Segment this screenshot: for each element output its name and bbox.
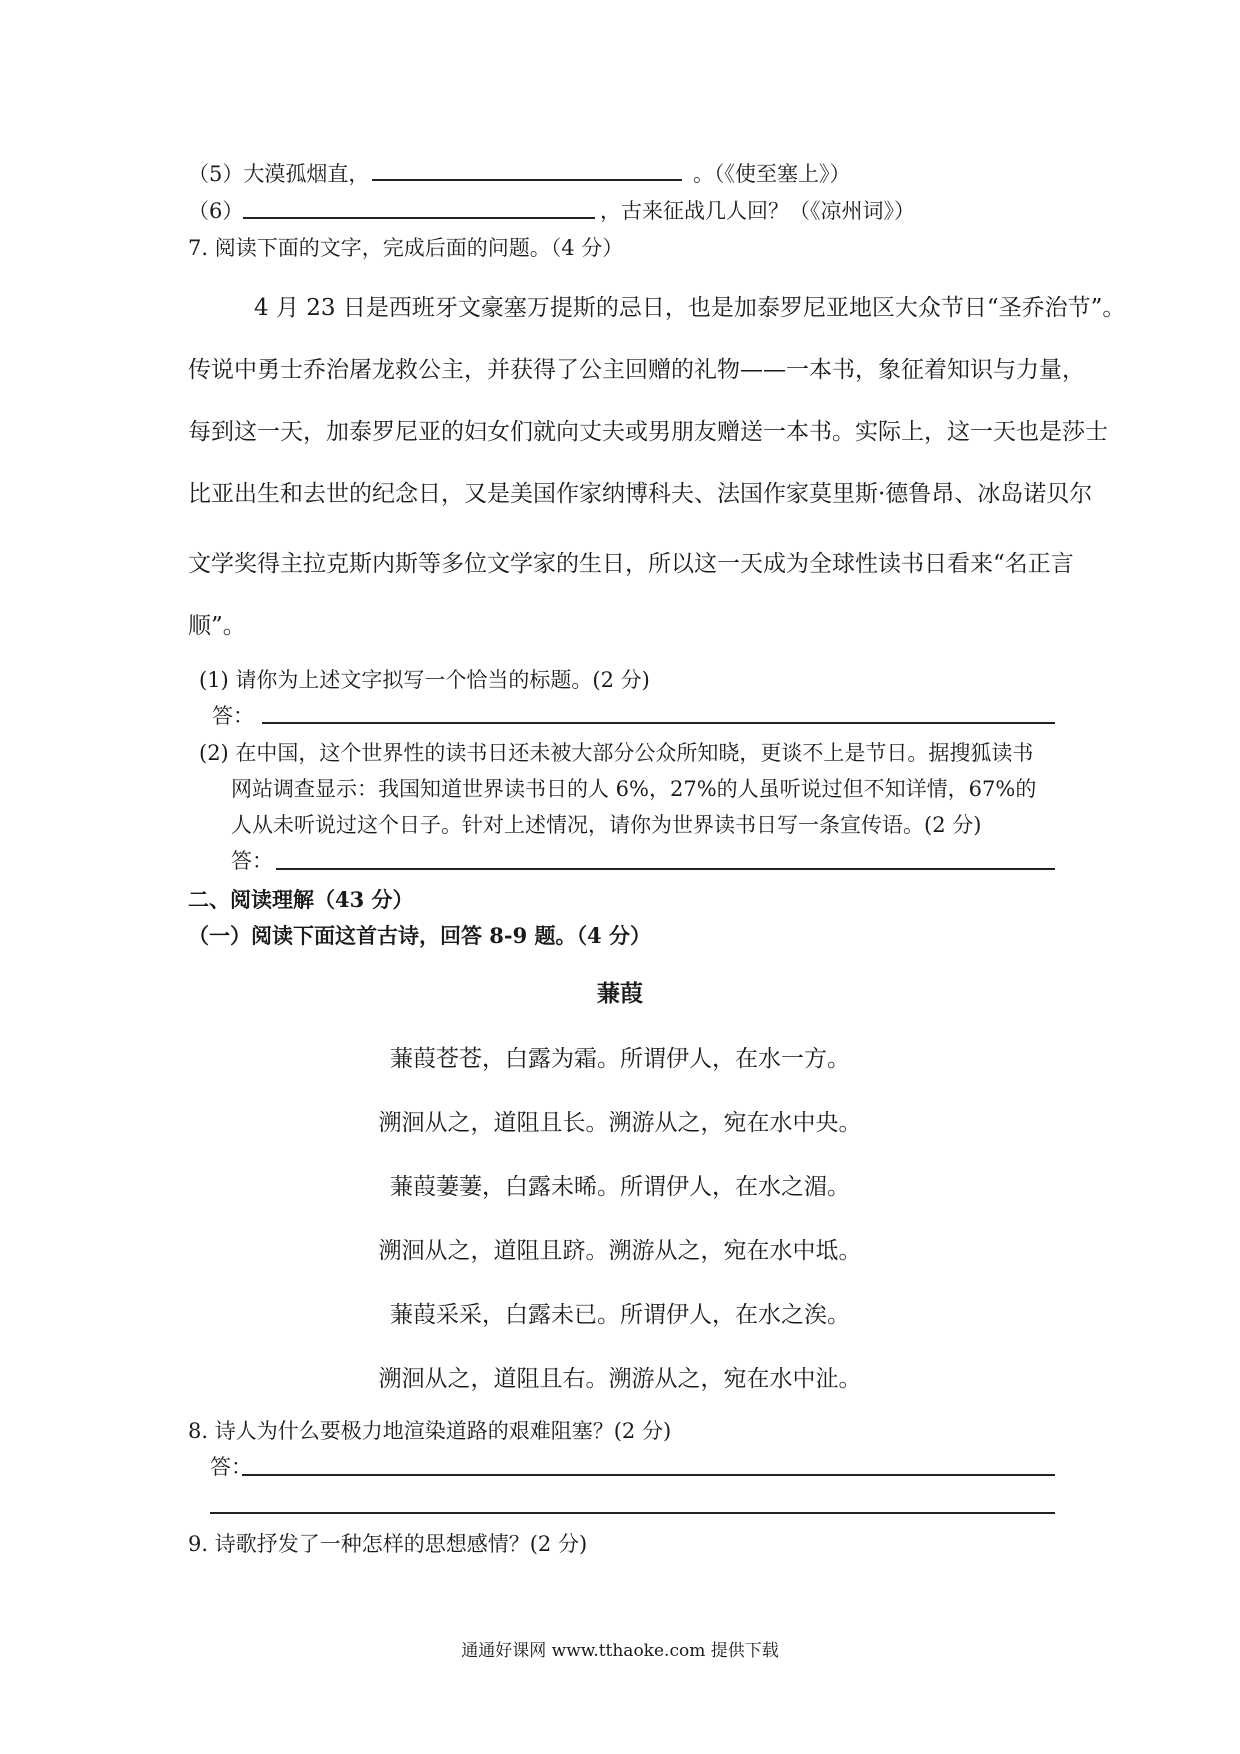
q7-title: 7. 阅读下面的文字，完成后面的问题。（4 分） [188,236,624,260]
q7-passage-line: 每到这一天，加泰罗尼亚的妇女们就向丈夫或男朋友赠送一本书。实际上，这一天也是莎士 [188,419,1108,445]
poem-line: 溯洄从之，道阻且长。溯游从之，宛在水中央。 [378,1110,862,1136]
poem-line: 溯洄从之，道阻且跻。溯游从之，宛在水中坻。 [378,1238,862,1264]
q8-answer-label: 答： [210,1455,252,1479]
page-footer: 通通好课网 www.tthaoke.com 提供下载 [461,1641,779,1661]
q5-prefix: （5）大漠孤烟直， [188,162,370,186]
q8-answer-line-2[interactable] [210,1512,1055,1514]
q7-sub1: (1) 请你为上述文字拟写一个恰当的标题。(2 分) [199,668,650,692]
q7-sub2-answer-label: 答： [231,849,273,873]
q7-sub1-answer-line[interactable] [262,722,1055,724]
q7-passage-line: 传说中勇士乔治屠龙救公主，并获得了公主回赠的礼物——一本书，象征着知识与力量， [188,357,1085,383]
q7-passage-line: 顺”。 [188,613,246,639]
q7-sub2-line: 人从未听说过这个日子。针对上述情况，请你为世界读书日写一条宣传语。(2 分) [231,813,982,837]
poem-line: 蒹葭萋萋，白露未晞。所谓伊人，在水之湄。 [390,1174,850,1200]
poem-line: 溯洄从之，道阻且右。溯游从之，宛在水中沚。 [378,1366,862,1392]
q8-answer-line[interactable] [242,1474,1055,1476]
q7-passage-line: 比亚出生和去世的纪念日，又是美国作家纳博科夫、法国作家莫里斯·德鲁昂、冰岛诺贝尔 [188,481,1093,507]
poem-line: 蒹葭采采，白露未已。所谓伊人，在水之涘。 [390,1302,850,1328]
q8-text: 8. 诗人为什么要极力地渲染道路的艰难阻塞？(2 分) [188,1419,672,1443]
q7-passage-line: 文学奖得主拉克斯内斯等多位文学家的生日，所以这一天成为全球性读书日看来“名正言 [188,551,1074,577]
q6-suffix: ，古来征战几人回？（《凉州词》） [600,199,915,223]
q5-suffix: 。（《使至塞上》） [693,162,851,186]
section2-heading: 二、阅读理解（43 分） [188,887,414,912]
section2-part1-heading: （一）阅读下面这首古诗，回答 8-9 题。（4 分） [188,923,651,948]
q7-sub2-line: (2) 在中国，这个世界性的读书日还未被大部分公众所知晓，更谈不上是节日。据搜狐读书 [199,741,1034,765]
q7-sub1-answer-label: 答： [212,704,254,728]
q6-prefix: （6） [188,199,244,223]
poem-line: 蒹葭苍苍，白露为霜。所谓伊人，在水一方。 [390,1046,850,1072]
q6-blank-line[interactable] [243,217,595,219]
q5-blank-line[interactable] [372,179,682,181]
q9-text: 9. 诗歌抒发了一种怎样的思想感情？(2 分) [188,1532,588,1556]
poem-title: 蒹葭 [597,980,643,1007]
q7-sub2-answer-line[interactable] [276,868,1055,870]
q7-sub2-line: 网站调查显示：我国知道世界读书日的人 6%，27%的人虽听说过但不知详情，67%的 [231,777,1037,801]
q7-passage-line: 4 月 23 日是西班牙文豪塞万提斯的忌日，也是加泰罗尼亚地区大众节日“圣乔治节”。 [254,295,1126,321]
